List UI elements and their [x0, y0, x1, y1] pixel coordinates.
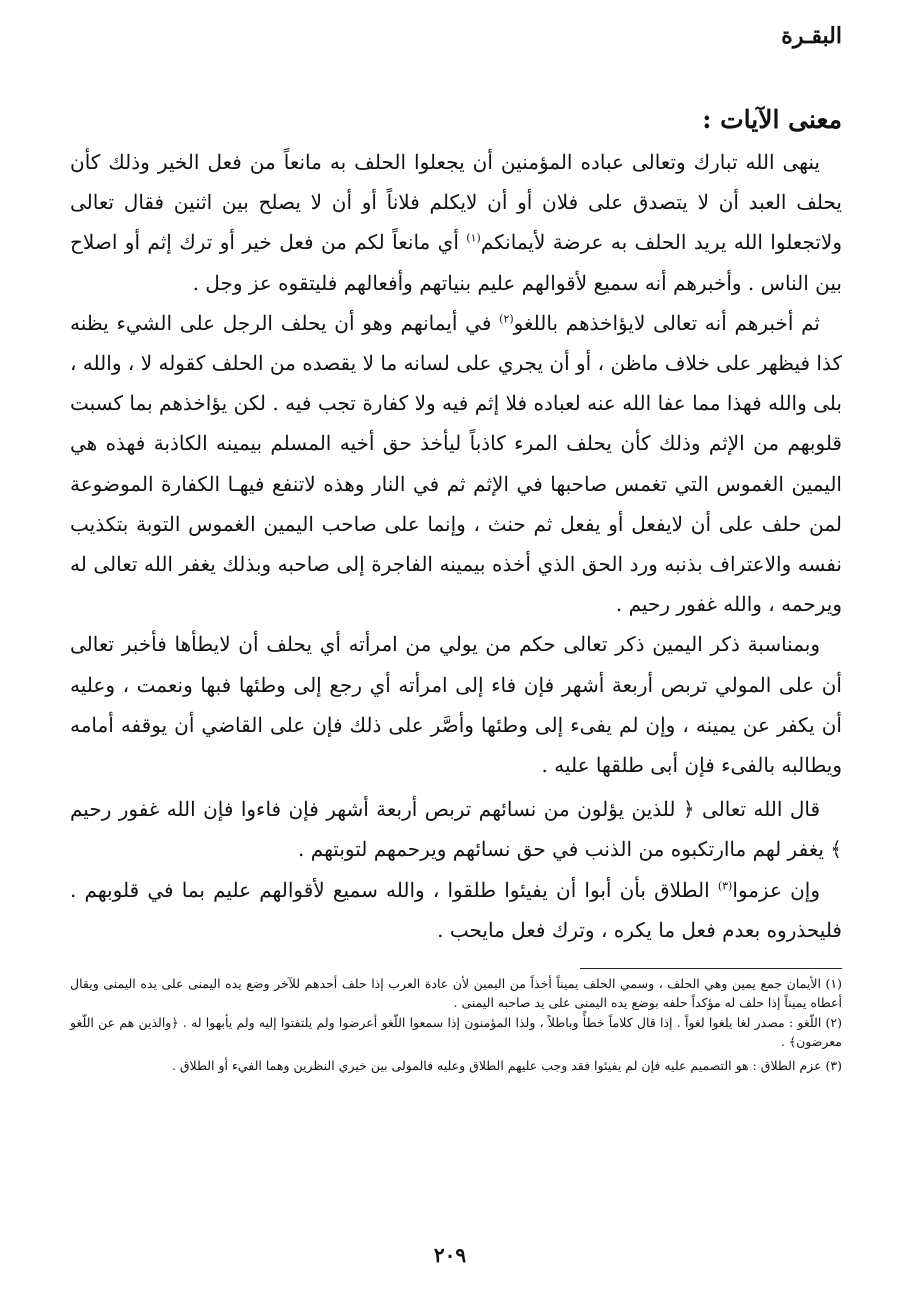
footnote-ref-2[interactable]: (٢)	[499, 312, 514, 326]
footnote-divider	[580, 968, 842, 969]
paragraph-1	[70, 142, 842, 303]
paragraph-5	[70, 870, 842, 950]
footnotes	[70, 975, 842, 1076]
paragraph-3	[70, 624, 842, 785]
paragraph-4	[70, 789, 842, 869]
paragraph-text: الطلاق بأن أبوا أن يفيئوا طلقوا ، والله سميع لأقوالهم عليم بما في قلوبهم . فليحذروه بعدم فعل ما يكره ، وترك فعل مايحب .	[70, 877, 842, 942]
paragraph-text: قال الله تعالى ﴿ للذين يؤلون من نسائهم تربص أربعة أشهر فإن فاءوا فإن الله غفور رحيم ﴾ يغفر لهم ماارتكبوه من الذنب في حق نسائهم ويرحمهم لتوبتهم .	[70, 797, 842, 862]
body-text	[70, 142, 842, 950]
footnote-ref-3[interactable]: (٣)	[717, 879, 733, 892]
section-title: معنى الآيات :	[702, 105, 842, 134]
paragraph-text: وبمناسبة ذكر اليمين ذكر تعالى حكم من يولي من امرأته أي يحلف أن لايطأها فأخبر تعالى أن على المولي تربص أربعة أشهر فإن فاء إلى امرأته أي رجع إلى وطئها فبها ونعمت ، وعليه أن يكفر عن يمينه ، وإن لم يفىء إلى وطئها وأصَّر على ذلك فإن على القاضي أن يوقفه أمامه ويطالبه بالفىء فإن أبى طلقها عليه .	[70, 632, 842, 778]
paragraph-text: في أيمانهم وهو أن يحلف الرجل على الشيء يظنه كذا فيظهر على خلاف ماظن ، أو أن يجري على لسانه ما لا يقصده من الحلف كقوله لا ، والله ، بلى والله فهذا مما عفا الله عنه لعباده فلا إثم فيه ولا كفارة تجب فيه . لكن يؤاخذهم بما كسبت قلوبهم من الإثم وذلك كأن يحلف المرء كاذباً ليأخذ حق أخيه المسلم بيمينه الكاذبة فهذه هي اليمين الغموس التي تغمس صاحبها في الإثم ثم في النار وهذه لاتنفع فيهـا الكفارة الموضوعة لمن حلف على أن لايفعل أو يفعل ثم حنث ، وإنما على صاحب اليمين الغموس التوبة بتكذيب نفسه والاعتراف بذنبه ورد الحق الذي أخذه بيمينه الفاجرة إلى صاحبه وبذلك يغفر الله تعالى له ويرحمه ، والله غفور رحيم .	[70, 310, 842, 617]
paragraph-text: وإن عزموا	[732, 877, 820, 902]
footnote-ref-1[interactable]: (١)	[466, 231, 481, 245]
page	[70, 18, 842, 1313]
footnote-1: (١) الأيمان جمع يمين وهي الحلف ، وسمي الحلف يميناً أخذاً من اليمين لأن عادة العرب إذا حلف أحدهم للآخر وضع يده اليمنى على يده اليمنى ويقال أعطاه يميناً إذا حلف له مؤكداً حلفه بوضع يده اليمنى على يد صاحبه اليمنى .	[70, 976, 842, 1010]
page-number: ٢٠٩	[433, 1243, 467, 1267]
footnote-2: (٢) اللّغو : مصدر لغا يلغوا لغواً . إذا قال كلاماً خطأً وباطلاً ، ولذا المؤمنون إذا سمعوا اللّغو أعرضوا ولم يلتفتوا إليه ولم يأبهوا له . ﴿والذين هم عن اللّغو معرضون﴾ .	[70, 1015, 842, 1049]
running-head: البقـرة	[781, 23, 842, 49]
paragraph-text: ينهى الله تبارك وتعالى عباده المؤمنين أن يجعلوا الحلف به مانعاً من فعل الخير وذلك كأن يحلف العبد أن لا يتصدق على فلان أو أن لايكلم فلاناً أو أن لا يصلح بين اثنين فقال تعالى ولاتجعلوا الله يريد الحلف به عرضة لأيمانكم	[70, 150, 843, 255]
paragraph-text: أي مانعاً لكم من فعل خير أو ترك إثم أو اصلاح بين الناس . وأخبرهم أنه سميع لأقوالهم عليم بنياتهم وأفعالهم فليتقوه عز وجل .	[70, 230, 842, 295]
footnote-3: (٣) عزم الطلاق : هو التصميم عليه فإن لم يفيئوا فقد وجب عليهم الطلاق وعليه فالمولى بين خيري النظرين وهما الفيء أو الطلاق .	[171, 1058, 842, 1074]
paragraph-2	[70, 303, 842, 625]
paragraph-text: ثم أخبرهم أنه تعالى لايؤاخذهم باللغو	[513, 310, 820, 335]
